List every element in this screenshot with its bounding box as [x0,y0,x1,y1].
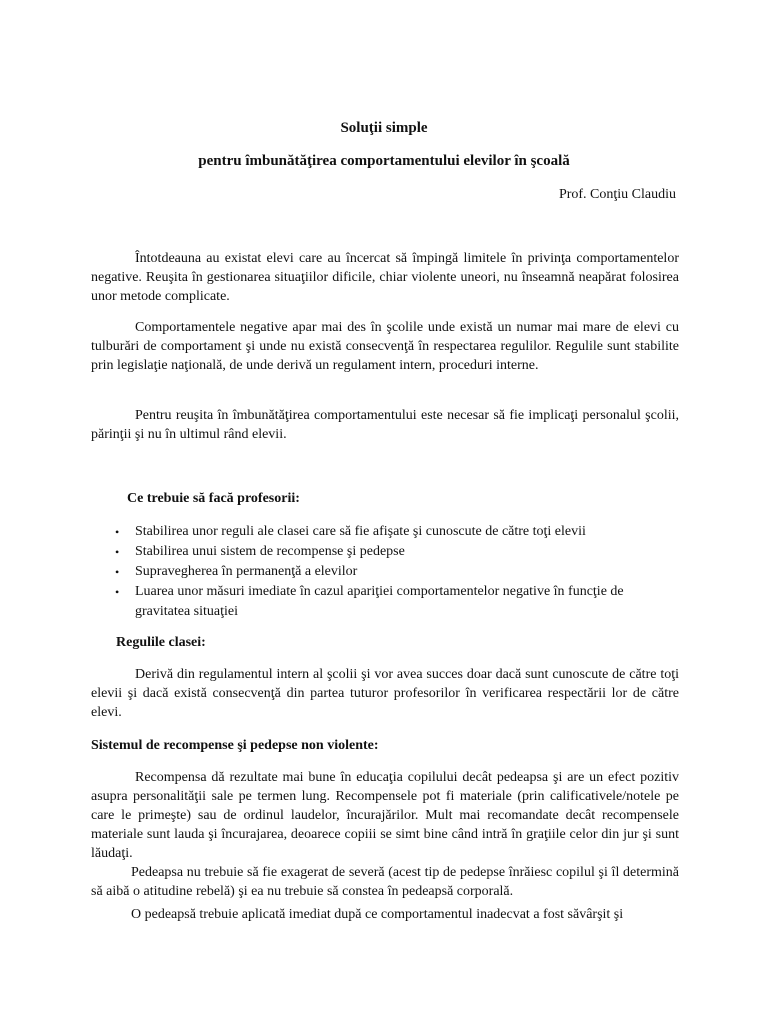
bullet-icon: • [115,585,120,599]
bullet-icon: • [115,565,120,579]
rewards-heading: Sistemul de recompense şi pedepse non violente: [91,738,379,753]
rewards-paragraph-2: Pedeapsa nu trebuie să fie exagerat de severă (acest tip de pedepse înrăiesc copilul şi îl determină să aibă o atitudine rebelă) şi ea nu trebuie să constea în pedeapsă corporală. [91,865,679,899]
rules-paragraph: Derivă din regulamentul intern al şcolii şi vor avea succes doar dacă sunt cunoscute de către toţi elevii şi dacă există consecvenţă din partea tuturor profesorilor în verificarea respectării lor de către elevi. [91,667,679,720]
teachers-list [91,522,681,622]
list-item-text: Supravegherea în permanenţă a elevilor [135,564,358,579]
author-name: Prof. Conţiu Claudiu [558,187,676,202]
rewards-paragraph-1: Recompensa dă rezultate mai bune în educaţia copilului decât pedeapsa şi are un efect pozitiv asupra personalităţii sale pe termen lung. Recompensele pot fi materiale (prin calificativele/notele pe care le primeşte) sau de ordinul laudelor, încurajărilor. Mult mai recomandate decât recompensele materiale sunt lauda şi încurajarea, deoarece copiii se simt bine când intră în graţiile celor din jur şi sunt lăudaţi. [91,770,679,861]
list-item-text: Stabilirea unui sistem de recompense şi pedepse [135,544,405,559]
intro-paragraph-3: Pentru reuşita în îmbunătăţirea comportamentului este necesar să fie implicaţi personalul şcolii, părinţii şi nu în ultimul rând elevii. [91,408,679,442]
list-item [91,542,681,562]
intro-paragraph-2: Comportamentele negative apar mai des în şcolile unde există un numar mai mare de elevi cu tulburări de comportament şi unde nu există consecvenţă în respectarea regulilor. Regulile sunt stabilite prin legislaţie naţională, de unde derivă un regulament intern, proceduri interne. [91,320,679,373]
rewards-paragraph-3: O pedeapsă trebuie aplicată imediat după ce comportamentul inadecvat a fost săvârşit şi [131,907,624,922]
list-item [91,522,681,542]
intro-paragraph-1: Întotdeauna au existat elevi care au încercat să împingă limitele în privinţa comportamentelor negative. Reuşita în gestionarea situaţiilor dificile, chiar violente uneori, nu înseamnă neapărat folosirea unor metode complicate. [91,251,679,304]
rules-heading: Regulile clasei: [116,635,206,650]
list-item-text: Luarea unor măsuri imediate în cazul apariţiei comportamentelor negative în funcţie de gravitatea situaţiei [135,584,624,619]
list-item-text: Stabilirea unor reguli ale clasei care să fie afişate şi cunoscute de către toţi elevii [135,524,586,539]
document-subtitle: pentru îmbunătăţirea comportamentului elevilor în şcoală [198,153,570,169]
teachers-heading: Ce trebuie să facă profesorii: [127,491,300,506]
bullet-icon: • [115,525,120,539]
bullet-icon: • [115,545,120,559]
list-item [91,582,681,622]
list-item [91,562,681,582]
document-title: Soluţii simple [340,120,428,136]
